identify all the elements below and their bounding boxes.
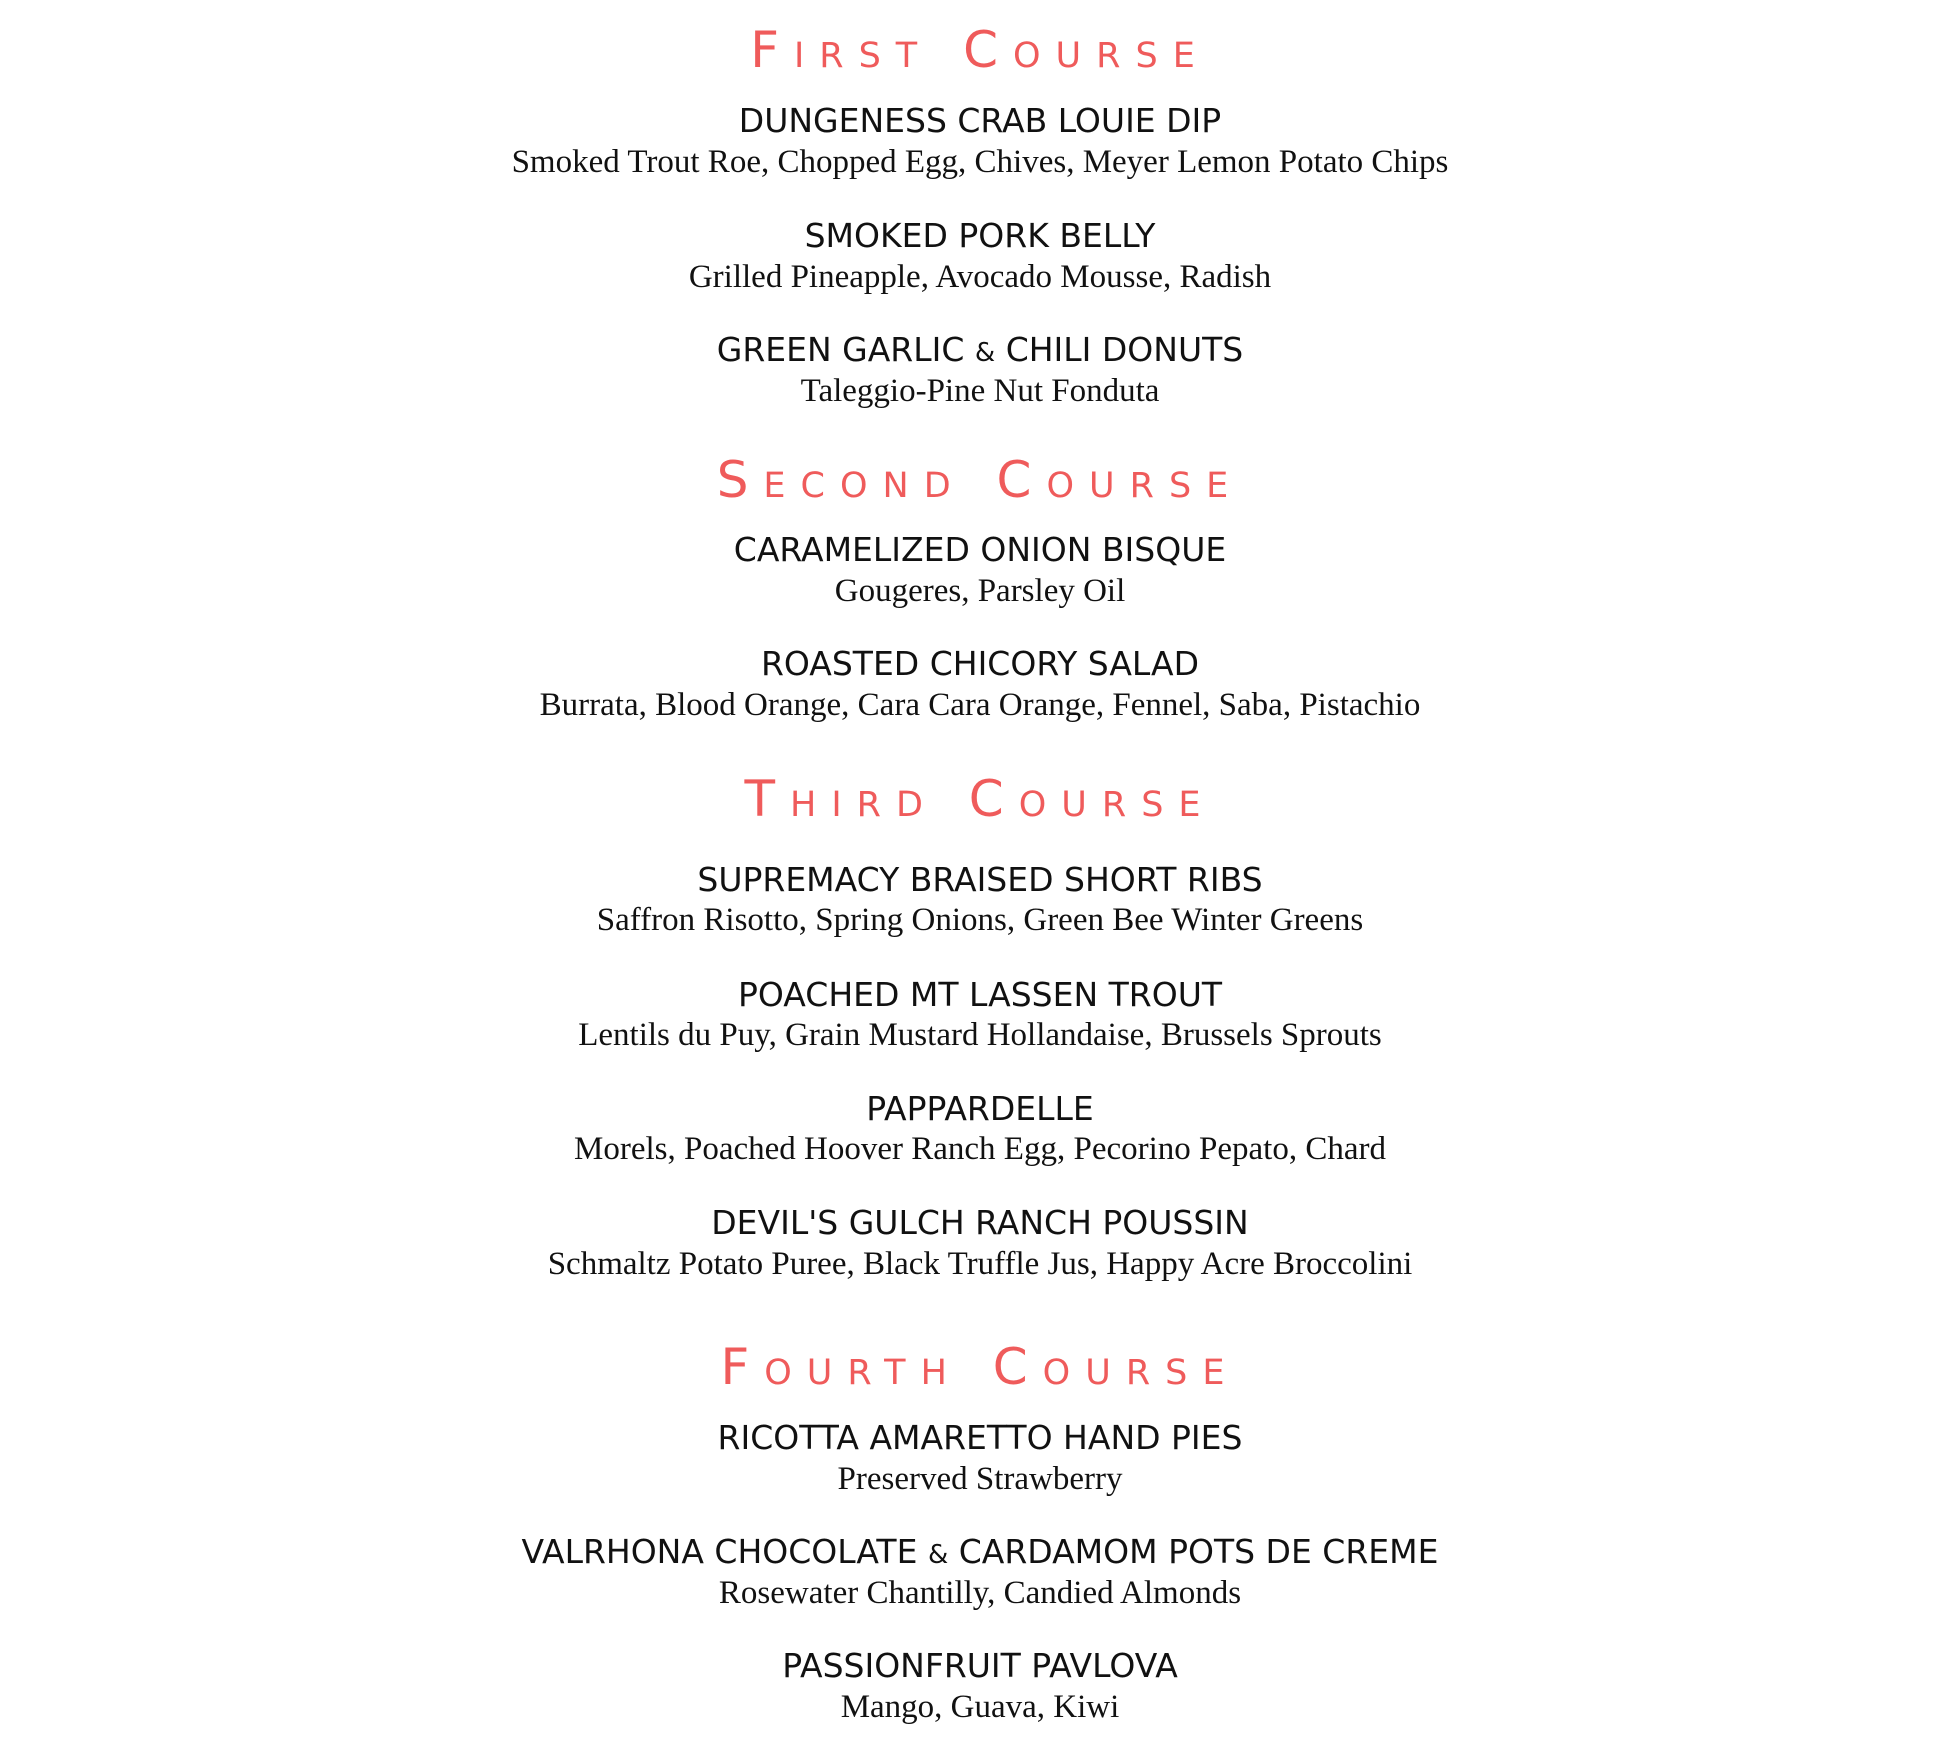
dish-name-part: VALRHONA CHOCOLATE	[521, 1532, 918, 1571]
dish-name: PASSIONFRUIT PAVLOVA	[782, 1646, 1178, 1685]
dish-description: Grilled Pineapple, Avocado Mousse, Radish	[688, 259, 1272, 295]
dish-description: Saffron Risotto, Spring Onions, Green Bee Winter Greens	[596, 902, 1364, 938]
dish-description: Mango, Guava, Kiwi	[840, 1689, 1120, 1725]
dish-description: Morels, Poached Hoover Ranch Egg, Pecorino Pepato, Chard	[574, 1131, 1386, 1167]
dish-name: RICOTTA AMARETTO HAND PIES	[717, 1418, 1243, 1457]
dish-name-part: GREEN GARLIC	[716, 330, 965, 369]
course-title-third: Third Course	[744, 770, 1216, 828]
dish-description: Schmaltz Potato Puree, Black Truffle Jus, Happy Acre Broccolini	[547, 1246, 1413, 1282]
dish-name	[0, 330, 1936, 373]
course-title-fourth: Fourth Course	[720, 1338, 1240, 1396]
dish-name: PAPPARDELLE	[866, 1089, 1094, 1128]
dish-description: Rosewater Chantilly, Candied Almonds	[718, 1575, 1242, 1611]
dish-description: Smoked Trout Roe, Chopped Egg, Chives, Meyer Lemon Potato Chips	[511, 144, 1449, 180]
course-title-second: Second Course	[716, 451, 1244, 509]
dish-name-part: CHILI DONUTS	[1005, 330, 1244, 369]
dish-name: POACHED MT LASSEN TROUT	[737, 975, 1223, 1014]
dish-name-part: CARDAMOM POTS DE CREME	[958, 1532, 1439, 1571]
dish-description: Gougeres, Parsley Oil	[834, 573, 1126, 609]
dish-name: ROASTED CHICORY SALAD	[760, 644, 1200, 683]
dish-name: DEVIL'S GULCH RANCH POUSSIN	[711, 1203, 1249, 1242]
ampersand: &	[927, 1540, 949, 1570]
dish-description: Lentils du Puy, Grain Mustard Hollandaise, Brussels Sprouts	[578, 1017, 1382, 1053]
ampersand: &	[974, 338, 996, 368]
dish-name	[0, 1532, 1936, 1575]
dish-description: Taleggio-Pine Nut Fonduta	[800, 373, 1160, 409]
dish-name: SUPREMACY BRAISED SHORT RIBS	[697, 860, 1263, 899]
dish-name: DUNGENESS CRAB LOUIE DIP	[738, 101, 1222, 140]
dish-name: CARAMELIZED ONION BISQUE	[733, 530, 1227, 569]
dish-description: Burrata, Blood Orange, Cara Cara Orange, Fennel, Saba, Pistachio	[539, 687, 1421, 723]
course-title-first: First Course	[750, 21, 1210, 79]
dish-description: Preserved Strawberry	[837, 1461, 1123, 1497]
dish-name: SMOKED PORK BELLY	[804, 216, 1156, 255]
